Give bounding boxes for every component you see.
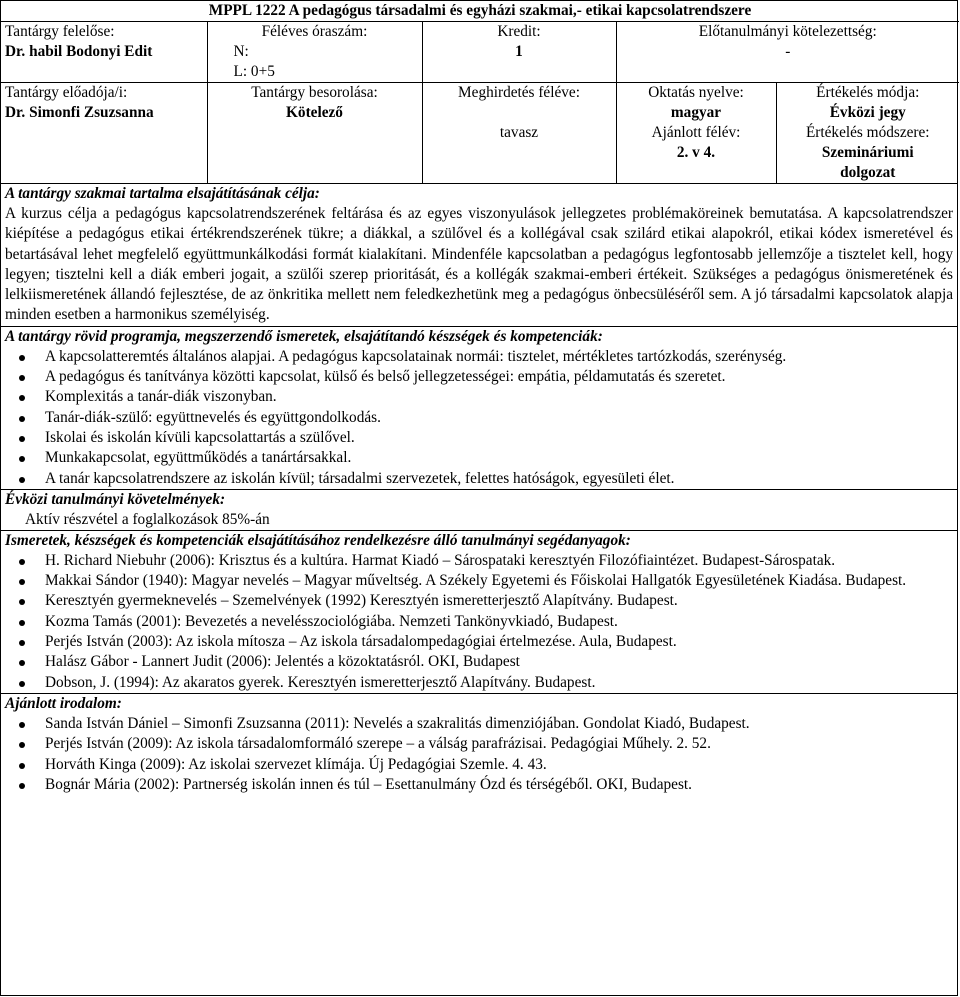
list-item: A pedagógus és tanítványa közötti kapcsolat, külső és belső jellegzetességei: empátia, példamutatás és szeretet.: [45, 367, 957, 387]
list-item: Iskolai és iskolán kívüli kapcsolattartás a szülővel.: [45, 428, 957, 448]
list-item: Makkai Sándor (1940): Magyar nevelés – Magyar műveltség. A Székely Egyetemi és Főiskolai Hallgatók Egyesületének Kiadása. Budapest.: [45, 571, 957, 591]
semester-hours-n: N:: [207, 42, 422, 62]
evaluation-method-label: Értékelés módszere:: [776, 123, 959, 143]
list-item: Sanda István Dániel – Simonfi Zsuzsanna (2011): Nevelés a szakralitás dimenziójában. Gondolat Kiadó, Budapest.: [45, 714, 957, 734]
subject-responsible-name: Dr. habil Bodonyi Edit: [5, 43, 153, 60]
program-list: [1, 347, 957, 489]
semester-hours-l: L: 0+5: [207, 62, 422, 83]
literature-list: [1, 714, 957, 795]
list-item: Dobson, J. (1994): Az akaratos gyerek. Keresztyén ismeretterjesztő Alapítvány. Budapest.: [45, 673, 957, 693]
language-label: Oktatás nyelve:: [616, 83, 776, 104]
materials-list: [1, 551, 957, 693]
prerequisite-label: Előtanulmányi kötelezettség:: [616, 22, 959, 43]
classification-label: Tantárgy besorolása:: [207, 83, 422, 104]
recommended-semester-value: 2. v 4.: [616, 143, 776, 163]
list-item: Keresztyén gyermeknevelés – Szemelvények (1992) Keresztyén ismeretterjesztő Alapítvány. Budapest.: [45, 591, 957, 611]
list-item: Perjés István (2009): Az iskola társadalomformáló szerepe – a válság parafrázisai. Pedagógiai Műhely. 2. 52.: [45, 734, 957, 754]
recommended-semester-label: Ajánlott félév:: [616, 123, 776, 143]
list-item: Halász Gábor - Lannert Judit (2006): Jelentés a közoktatásról. OKI, Budapest: [45, 652, 957, 672]
credit-value: 1: [422, 42, 616, 62]
list-item: Perjés István (2003): Az iskola mítosza – Az iskola társadalompedagógiai értelmezése. Aula, Budapest.: [45, 632, 957, 652]
goal-paragraph: A kurzus célja a pedagógus kapcsolatrendszerének feltárása és az egyes viszonyulások jellegzetes problémaköreinek bemutatása. A kapcsolatrendszer kiépítése a pedagógus etikai értékrendszerének tükre; a diákkal, a szülővel és a kollégával csak szilárd etikai alapokról, etikai kódex ismeretével és betartásával lehet megfelelő együttmunkálkodási formát kialakítani. Mindenféle kapcsolatban a pedagógus legfontosabb jellemzője a tisztelet kell, hogy legyen; tisztelni kell a diák emberi jogait, a szülői szerep prioritását, és a kollégák szakmai-emberi értékeit. Szükséges a pedagógus önismeretének és lelkiismeretének állandó fejlesztése, de az önkritika mellett nem feledkezhetünk meg a pedagógus önbecsüléséről sem. A jó társadalmi kapcsolatok alapja minden esetben a harmonikus személyiség.: [5, 205, 953, 324]
subject-responsible-label: Tantárgy felelőse:: [5, 23, 115, 40]
evaluation-type-label: Értékelés módja:: [776, 83, 959, 104]
evaluation-method-value-2: dolgozat: [776, 163, 959, 183]
evaluation-method-value-1: Szemináriumi: [776, 143, 959, 163]
list-item: Bognár Mária (2002): Partnerség iskolán innen és túl – Esettanulmány Ózd és térségéből. OKI, Budapest.: [45, 775, 957, 795]
language-value: magyar: [616, 103, 776, 123]
materials-heading: Ismeretek, készségek és kompetenciák elsajátításához rendelkezésre álló tanulmányi segédanyagok:: [1, 530, 957, 551]
list-item: Tanár-diák-szülő: együttnevelés és együttgondolkodás.: [45, 408, 957, 428]
list-item: A tanár kapcsolatrendszere az iskolán kívül; társadalmi szervezetek, felettes hatóságok, egyesületi élet.: [45, 469, 957, 489]
requirements-heading: Évközi tanulmányi követelmények:: [1, 489, 957, 510]
list-item: Komplexitás a tanár-diák viszonyban.: [45, 387, 957, 407]
list-item: H. Richard Niebuhr (2006): Krisztus és a kultúra. Harmat Kiadó – Sárospataki keresztyén Filozófiaintézet. Budapest-Sárospatak.: [45, 551, 957, 571]
goal-heading: A tantárgy szakmai tartalma elsajátításának célja:: [1, 183, 957, 204]
semester-hours-label: Féléves óraszám:: [207, 22, 422, 43]
requirements-text: Aktív részvétel a foglalkozások 85%-án: [25, 510, 270, 528]
list-item: A kapcsolatteremtés általános alapjai. A pedagógus kapcsolatainak normái: tisztelet, mértékletes tartózkodás, szerénység.: [45, 347, 957, 367]
announcement-semester-label: Meghirdetés féléve:: [422, 83, 616, 104]
list-item: Horváth Kinga (2009): Az iskolai szervezet klímája. Új Pedagógiai Szemle. 4. 43.: [45, 755, 957, 775]
prerequisite-value: -: [616, 42, 959, 62]
classification-value: Kötelező: [207, 103, 422, 123]
list-item: Kozma Tamás (2001): Bevezetés a nevelésszociológiába. Nemzeti Tankönyvkiadó, Budapest.: [45, 612, 957, 632]
course-title: MPPL 1222 A pedagógus társadalmi és egyházi szakmai,- etikai kapcsolatrendszere: [1, 1, 959, 22]
credit-label: Kredit:: [422, 22, 616, 43]
program-heading: A tantárgy rövid programja, megszerzendő ismeretek, elsajátítandó készségek és kompetenciák:: [1, 326, 957, 347]
lecturer-label: Tantárgy előadója/i:: [1, 83, 207, 104]
literature-heading: Ajánlott irodalom:: [1, 693, 957, 714]
list-item: Munkakapcsolat, együttműködés a tanártársakkal.: [45, 448, 957, 468]
lecturer-name: Dr. Simonfi Zsuzsanna: [5, 104, 154, 121]
evaluation-type-value: Évközi jegy: [776, 103, 959, 123]
course-header-table: [1, 1, 959, 183]
announcement-semester-value: tavasz: [422, 123, 616, 143]
